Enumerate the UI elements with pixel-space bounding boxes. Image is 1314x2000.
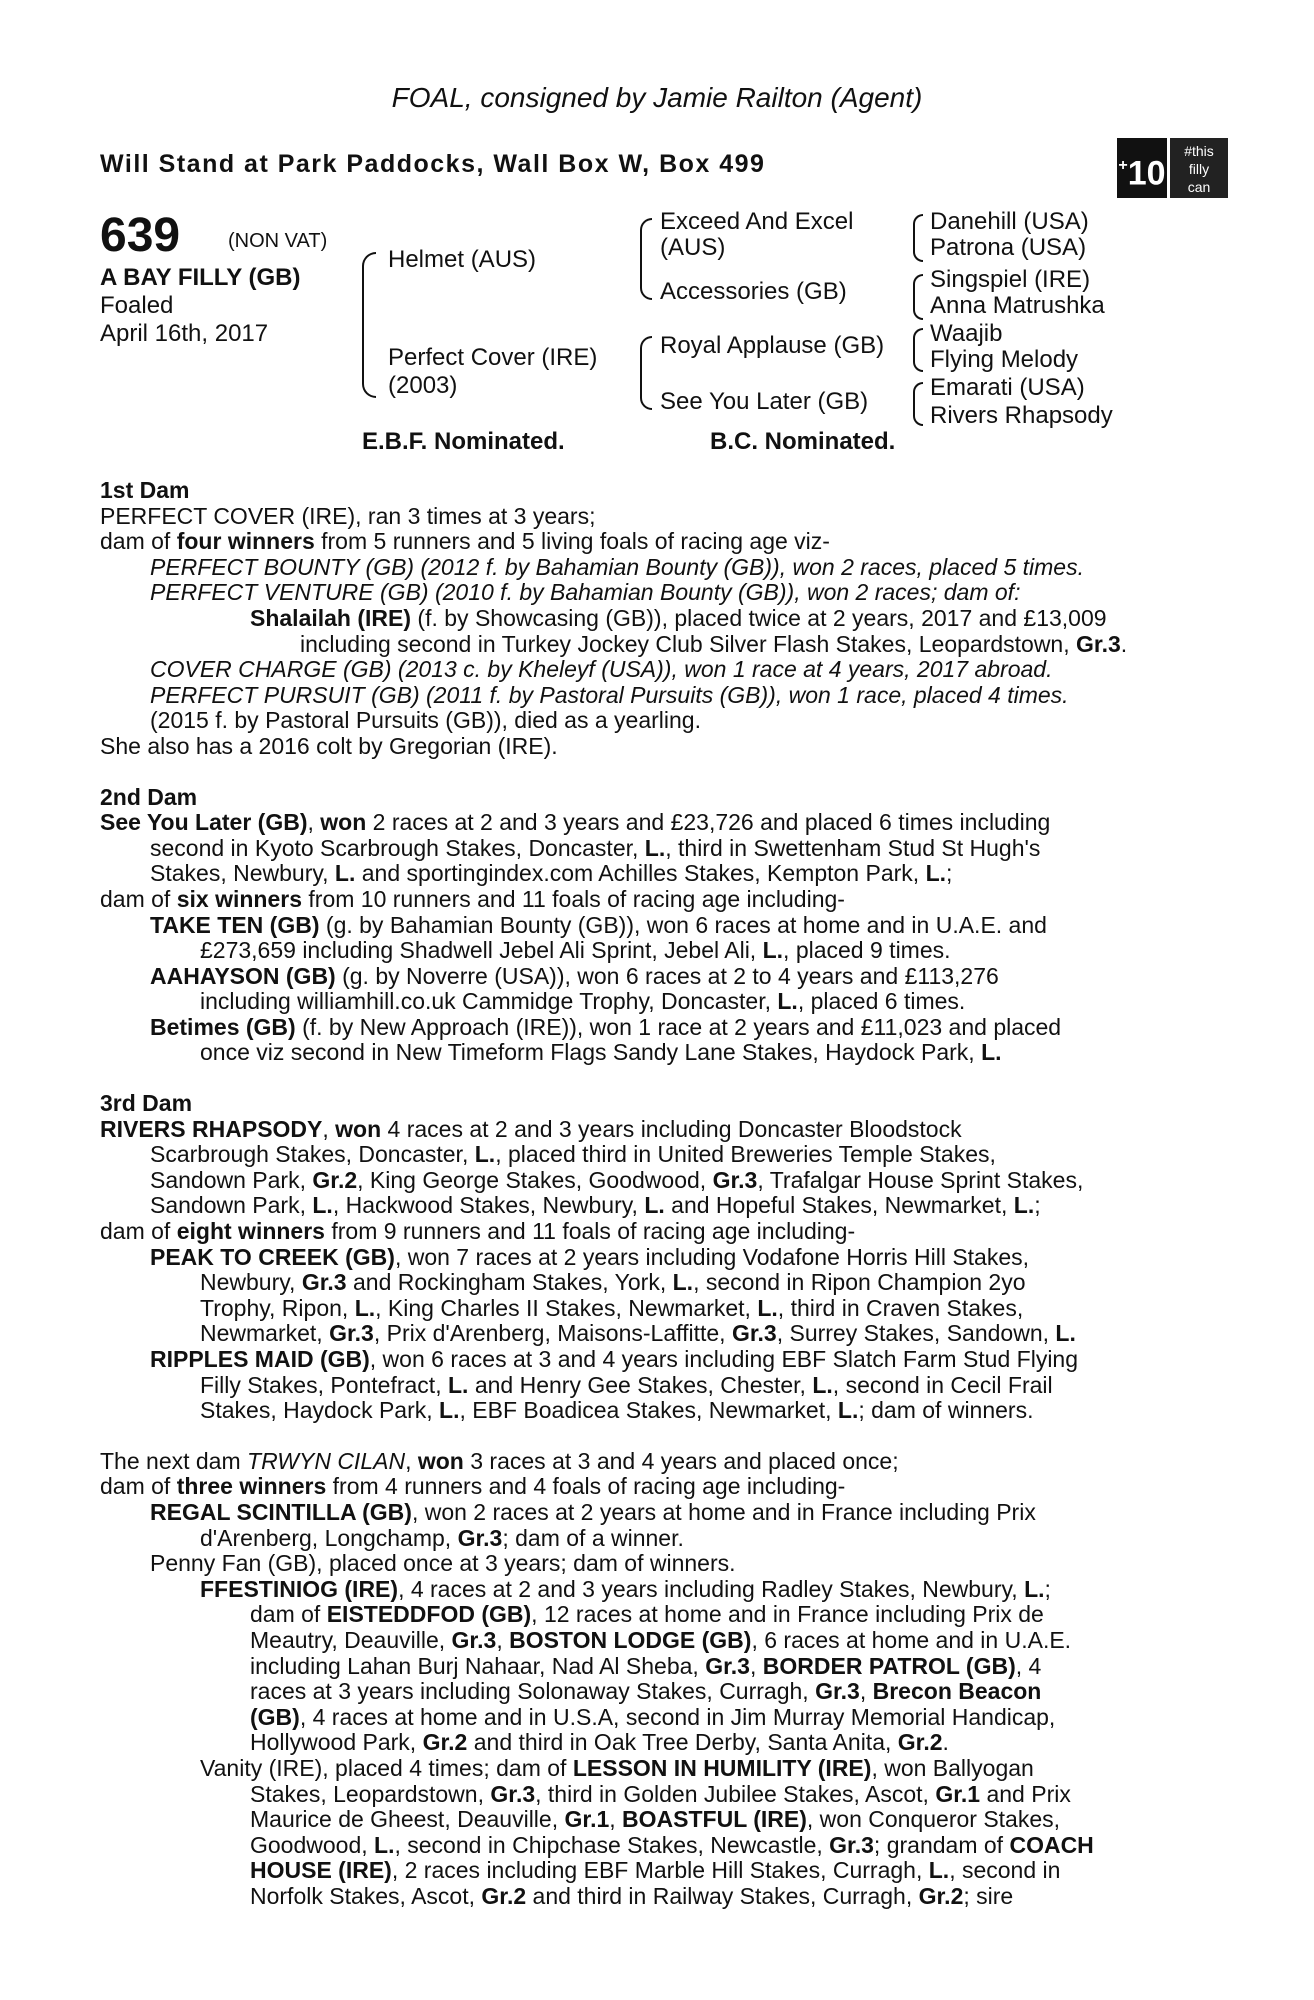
pedigree-brace: [640, 336, 652, 410]
third-dam-line: Sandown Park, L., Hackwood Stakes, Newbury, L. and Hopeful Stakes, Newmarket, L.;: [150, 1192, 1041, 1219]
pedigree-g4: Anna Matrushka: [930, 292, 1105, 319]
third-dam-line: Filly Stakes, Pontefract, L. and Henry Gee Stakes, Chester, L., second in Cecil Frail: [200, 1371, 1053, 1398]
sire-sire: Exceed And Excel: [660, 208, 854, 235]
second-dam-line: Betimes (GB) (f. by New Approach (IRE)), won 1 race at 2 years and £11,023 and placed: [150, 1013, 1062, 1040]
third-dam-line: RIVERS RHAPSODY, won 4 races at 2 and 3 years including Doncaster Bloodstock: [100, 1115, 962, 1142]
next-dam-line: Hollywood Park, Gr.2 and third in Oak Tree Derby, Santa Anita, Gr.2.: [250, 1729, 949, 1756]
second-dam-line: See You Later (GB), won 2 races at 2 and 3 years and £23,726 and placed 6 times including: [100, 809, 1051, 836]
pedigree-brace: [362, 252, 376, 398]
pedigree-g2: Patrona (USA): [930, 234, 1087, 261]
pedigree-g6: Flying Melody: [930, 346, 1079, 373]
pedigree-brace: [913, 328, 923, 372]
pedigree-brace: [913, 274, 923, 320]
next-dam-line: including Lahan Burj Nahaar, Nad Al Sheba, Gr.3, BORDER PATROL (GB), 4: [250, 1652, 1042, 1679]
pedigree-g1: Danehill (USA): [930, 208, 1089, 235]
dam-dam: See You Later (GB): [660, 388, 869, 415]
first-dam-line: dam of four winners from 5 runners and 5 living foals of racing age viz-: [100, 528, 830, 555]
bc-nominated: B.C. Nominated.: [710, 428, 896, 455]
next-dam-line: Vanity (IRE), placed 4 times; dam of LESSON IN HUMILITY (IRE), won Ballyogan: [200, 1754, 1034, 1781]
third-dam-line: Newbury, Gr.3 and Rockingham Stakes, York, L., second in Ripon Champion 2yo: [200, 1269, 1026, 1296]
consignor-line: FOAL, consigned by Jamie Railton (Agent): [391, 82, 923, 113]
plus-sign: +: [1118, 157, 1128, 174]
second-dam-line: TAKE TEN (GB) (g. by Bahamian Bounty (GB)), won 6 races at home and in U.A.E. and: [150, 911, 1047, 938]
second-dam-line: AAHAYSON (GB) (g. by Noverre (USA)), won 6 races at 2 to 4 years and £113,276: [150, 962, 999, 989]
next-dam-line: Meautry, Deauville, Gr.3, BOSTON LODGE (GB), 6 races at home and in U.A.E.: [250, 1626, 1072, 1653]
this-filly-can-logo: [1170, 138, 1228, 198]
first-dam-line: PERFECT PURSUIT (GB) (2011 f. by Pastoral Pursuits (GB)), won 1 race, placed 4 times.: [150, 681, 1069, 708]
catalogue-body: [100, 478, 1214, 1909]
third-dam-line: Newmarket, Gr.3, Prix d'Arenberg, Maisons-Laffitte, Gr.3, Surrey Stakes, Sandown, L.: [200, 1320, 1076, 1347]
sire-sire-country: (AUS): [660, 234, 726, 261]
next-dam-line: d'Arenberg, Longchamp, Gr.3; dam of a winner.: [200, 1524, 684, 1551]
third-dam-line: RIPPLES MAID (GB), won 6 races at 3 and 4 years including EBF Slatch Farm Stud Flying: [150, 1346, 1079, 1372]
third-dam-line: Sandown Park, Gr.2, King George Stakes, Goodwood, Gr.3, Trafalgar House Sprint Stakes,: [150, 1166, 1084, 1193]
second-dam-line: dam of six winners from 10 runners and 11 foals of racing age including-: [100, 885, 845, 912]
next-dam-line: (GB), 4 races at home and in U.S.A, second in Jim Murray Memorial Handicap,: [250, 1703, 1056, 1730]
first-dam-heading: 1st Dam: [100, 477, 190, 503]
first-dam-line: She also has a 2016 colt by Gregorian (IRE).: [100, 732, 558, 759]
next-dam-line: Norfolk Stakes, Ascot, Gr.2 and third in Railway Stakes, Curragh, Gr.2; sire: [250, 1882, 1014, 1909]
third-dam-line: Scarbrough Stakes, Doncaster, L., placed third in United Breweries Temple Stakes,: [150, 1141, 996, 1168]
third-dam-line: Stakes, Haydock Park, L., EBF Boadicea Stakes, Newmarket, L.; dam of winners.: [200, 1397, 1034, 1424]
next-dam-line: FFESTINIOG (IRE), 4 races at 2 and 3 years including Radley Stakes, Newbury, L.;: [200, 1575, 1051, 1602]
next-dam-line: Maurice de Gheest, Deauville, Gr.1, BOASTFUL (IRE), won Conqueror Stakes,: [250, 1806, 1061, 1833]
pedigree-g8: Rivers Rhapsody: [930, 402, 1113, 429]
logo-line: can: [1187, 179, 1211, 195]
second-dam-heading: 2nd Dam: [100, 783, 198, 810]
foaled-label: Foaled: [100, 292, 174, 319]
logo-line: #this: [1184, 143, 1214, 159]
dam: Perfect Cover (IRE): [388, 344, 598, 371]
second-dam-line: including williamhill.co.uk Cammidge Trophy, Doncaster, L., placed 6 times.: [200, 988, 966, 1015]
next-dam-line: dam of EISTEDDFOD (GB), 12 races at home and in France including Prix de: [250, 1601, 1044, 1628]
stand-location: Will Stand at Park Paddocks, Wall Box W, Box 499: [100, 150, 766, 178]
logo-line: filly: [1188, 161, 1210, 177]
vat-status: (NON VAT): [228, 230, 328, 252]
next-dam-line: races at 3 years including Solonaway Stakes, Curragh, Gr.3, Brecon Beacon: [250, 1678, 1042, 1705]
third-dam-line: dam of eight winners from 9 runners and 11 foals of racing age including-: [100, 1218, 856, 1245]
pedigree-g3: Singspiel (IRE): [930, 266, 1091, 293]
pedigree-brace: [640, 218, 652, 300]
first-dam-line: PERFECT VENTURE (GB) (2010 f. by Bahamian Bounty (GB)), won 2 races; dam of:: [150, 579, 1021, 606]
second-dam-line: £273,659 including Shadwell Jebel Ali Sprint, Jebel Ali, L., placed 9 times.: [200, 937, 951, 964]
third-dam-line: Trophy, Ripon, L., King Charles II Stakes, Newmarket, L., third in Craven Stakes,: [200, 1294, 1024, 1321]
plus10-number: 10: [1127, 154, 1166, 193]
third-dam-heading: 3rd Dam: [100, 1090, 193, 1117]
next-dam-line: HOUSE (IRE), 2 races including EBF Marble Hill Stakes, Curragh, L., second in: [250, 1857, 1061, 1884]
second-dam-line: second in Kyoto Scarbrough Stakes, Doncaster, L., third in Swettenham Stud St Hugh's: [150, 834, 1041, 861]
pedigree-g7: Emarati (USA): [930, 374, 1085, 401]
next-dam-line: Penny Fan (GB), placed once at 3 years; dam of winners.: [150, 1550, 736, 1577]
second-dam-line: Stakes, Newbury, L. and sportingindex.com Achilles Stakes, Kempton Park, L.;: [150, 860, 953, 887]
first-dam-line: (2015 f. by Pastoral Pursuits (GB)), died as a yearling.: [150, 707, 701, 734]
first-dam-line: COVER CHARGE (GB) (2013 c. by Kheleyf (USA)), won 1 race at 4 years, 2017 abroad.: [150, 656, 1053, 683]
lot-number: 639: [100, 209, 181, 262]
next-dam-line: The next dam TRWYN CILAN, won 3 races at 3 and 4 years and placed once;: [100, 1447, 899, 1474]
plus10-logo: [1117, 138, 1167, 198]
first-dam-line: including second in Turkey Jockey Club Silver Flash Stakes, Leopardstown, Gr.3.: [300, 630, 1128, 657]
sire: Helmet (AUS): [388, 246, 537, 273]
dam-year: (2003): [388, 372, 458, 399]
first-dam-line: PERFECT BOUNTY (GB) (2012 f. by Bahamian Bounty (GB)), won 2 races, placed 5 times.: [150, 553, 1084, 580]
sire-dam: Accessories (GB): [660, 278, 847, 305]
lot-description: A BAY FILLY (GB): [100, 264, 301, 291]
first-dam-line: PERFECT COVER (IRE), ran 3 times at 3 years;: [100, 502, 596, 529]
dam-sire: Royal Applause (GB): [660, 332, 885, 359]
pedigree-brace: [913, 214, 923, 262]
next-dam-line: dam of three winners from 4 runners and 4 foals of racing age including-: [100, 1473, 846, 1500]
next-dam-line: Goodwood, L., second in Chipchase Stakes, Newcastle, Gr.3; grandam of COACH: [250, 1831, 1094, 1858]
pedigree-g5: Waajib: [930, 320, 1003, 347]
foaled-date: April 16th, 2017: [100, 320, 269, 347]
third-dam-line: PEAK TO CREEK (GB), won 7 races at 2 years including Vodafone Horris Hill Stakes,: [150, 1243, 1030, 1270]
next-dam-line: REGAL SCINTILLA (GB), won 2 races at 2 years at home and in France including Prix: [150, 1498, 1036, 1525]
next-dam-line: Stakes, Leopardstown, Gr.3, third in Golden Jubilee Stakes, Ascot, Gr.1 and Prix: [250, 1780, 1071, 1807]
pedigree-brace: [913, 382, 923, 426]
ebf-nominated: E.B.F. Nominated.: [362, 428, 565, 455]
second-dam-line: once viz second in New Timeform Flags Sandy Lane Stakes, Haydock Park, L.: [200, 1039, 1002, 1066]
first-dam-line: Shalailah (IRE) (f. by Showcasing (GB)), placed twice at 2 years, 2017 and £13,009: [250, 604, 1107, 631]
